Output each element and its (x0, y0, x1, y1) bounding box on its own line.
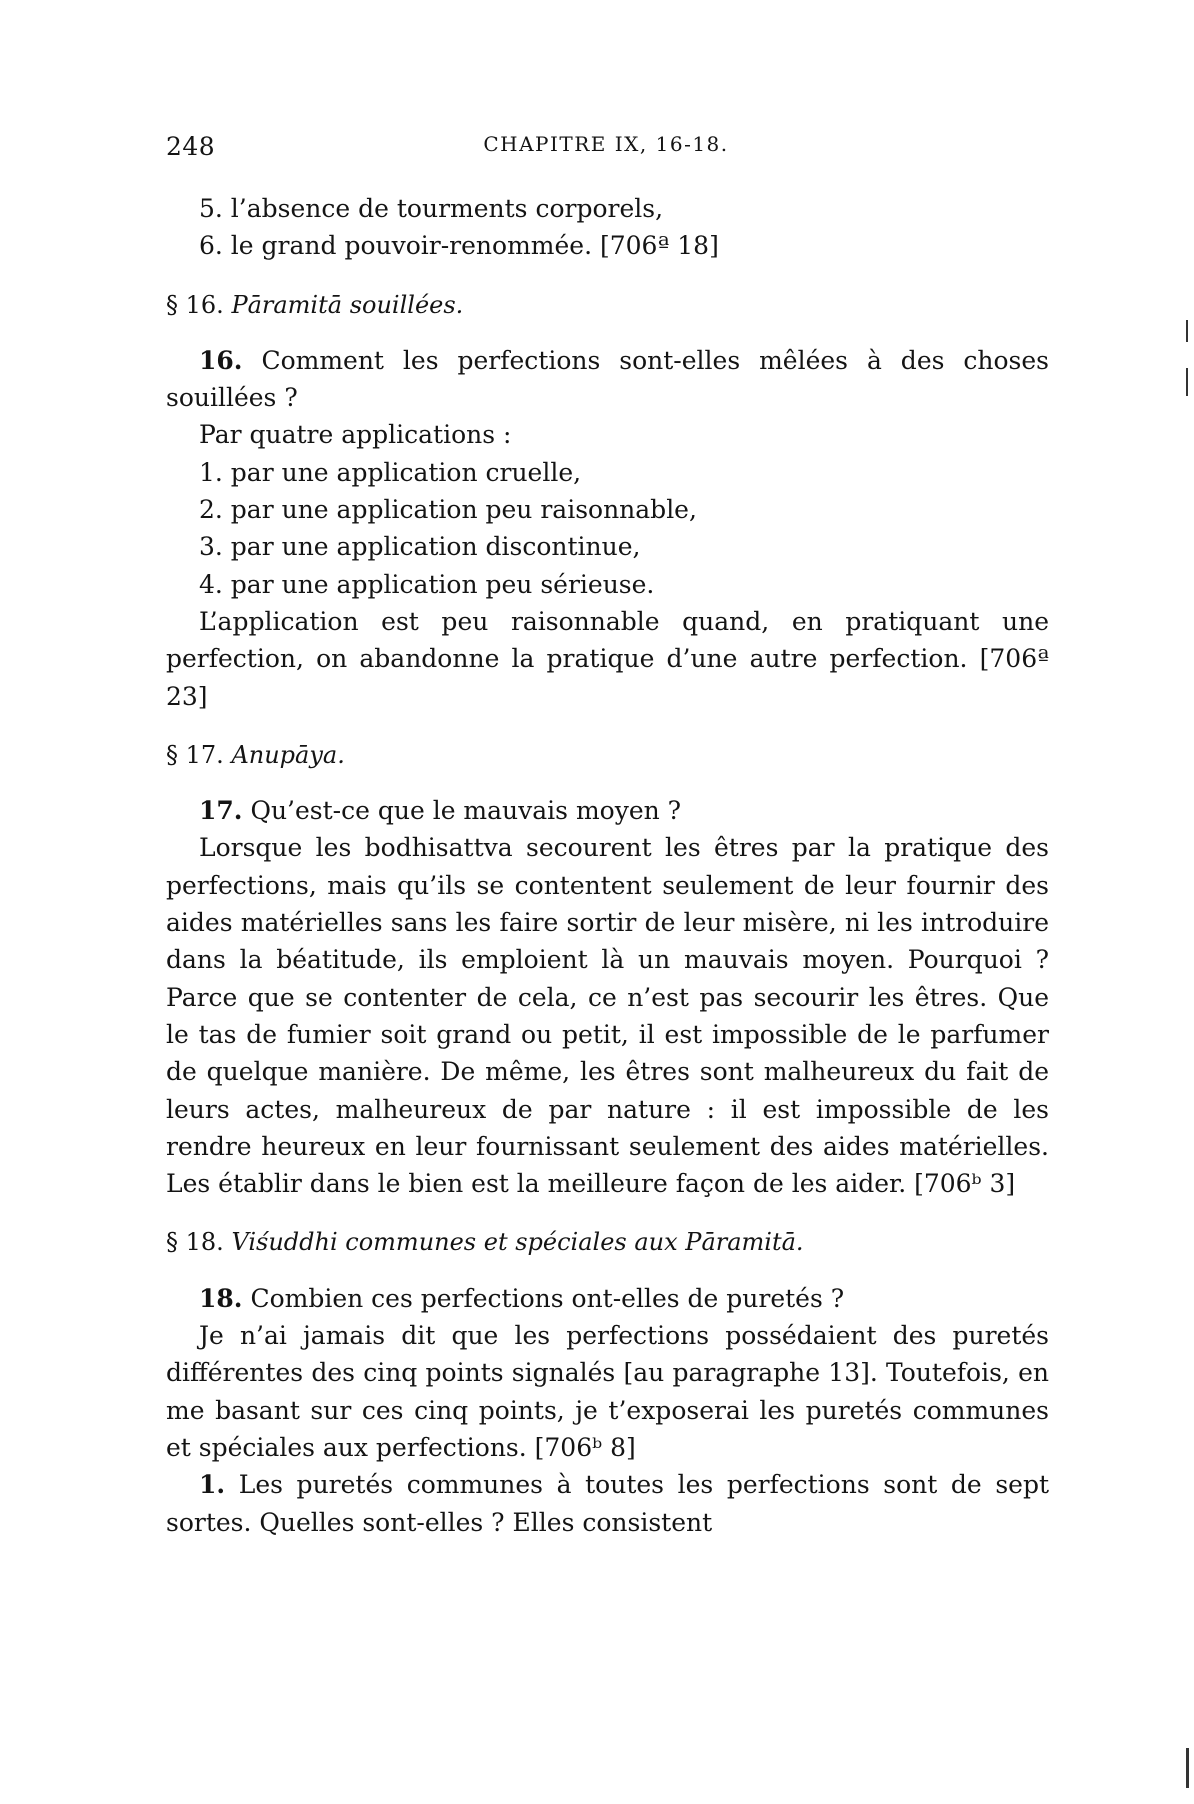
scan-margin-mark (1186, 320, 1188, 342)
item-number: 1. (199, 1470, 226, 1500)
list-item: 6. le grand pouvoir-renommée. [706ª 18] (199, 231, 719, 261)
question-16 (166, 342, 1049, 417)
question-number: 16. (199, 345, 243, 375)
item-text: Les puretés communes à toutes les perfections sont de sept sortes. Quelles sont-elles ? Elles consistent (166, 1470, 1049, 1537)
section-number: § 18. (166, 1228, 224, 1257)
page-header (166, 132, 1046, 168)
lead-line: Par quatre applications : (199, 420, 512, 450)
list-item: 1. par une application cruelle, (199, 457, 582, 487)
question-number: 18. (199, 1283, 243, 1313)
paragraph: Lorsque les bodhisattva secourent les êtres par la pratique des perfections, mais qu’ils se contentent seulement de leur fournir des aides matérielles sans les faire sortir de leur misère, ni les introduire dans la béatitude, ils emploient là un mauvais moyen. Pourquoi ? Parce que se contenter de cela, ce n’est pas secourir les êtres. Que le tas de fumier soit grand ou petit, il est impossible de le parfumer de quelque manière. De même, les êtres sont malheureux du fait de leurs actes, malheureux de par nature : il est impossible de les rendre heureux en leur fournissant seulement des aides matérielles. Les établir dans le bien est la meilleure façon de les aider. [706ᵇ 3] (166, 833, 1049, 1199)
question-18 (166, 1280, 1049, 1317)
page-number: 248 (166, 132, 216, 161)
section-heading-18 (166, 1224, 1049, 1261)
question-text: Comment les perfections sont-elles mêlées à des choses souillées ? (166, 345, 1049, 413)
list-item: 2. par une application peu raisonnable, (199, 495, 697, 525)
section-heading-16 (166, 287, 1049, 324)
section-number: § 17. (166, 740, 224, 769)
body-text (166, 190, 1049, 1541)
section-title: Pāramitā souillées. (231, 290, 464, 319)
question-number: 17. (199, 796, 243, 826)
question-text: Combien ces perfections ont-elles de puretés ? (242, 1283, 845, 1313)
section-title: Anupāya. (231, 740, 345, 769)
section-number: § 16. (166, 290, 224, 319)
scan-margin-mark (1186, 368, 1188, 396)
question-17 (166, 792, 1049, 829)
list-item: 4. par une application peu sérieuse. (199, 569, 655, 599)
paragraph-numbered (166, 1466, 1049, 1541)
paragraph: Je n’ai jamais dit que les perfections possédaient des puretés différentes des cinq points signalés [au paragraphe 13]. Toutefois, en me basant sur ces cinq points, je t’exposerai les puretés communes et spéciales aux perfections. [706ᵇ 8] (166, 1321, 1049, 1462)
list-item: 5. l’absence de tourments corporels, (199, 194, 664, 223)
section-title: Viśuddhi communes et spéciales aux Pāramitā. (231, 1228, 804, 1257)
question-text: Qu’est-ce que le mauvais moyen ? (242, 796, 682, 826)
paragraph: L’application est peu raisonnable quand, en pratiquant une perfection, on abandonne la pratique d’une autre perfection. [706ª 23] (166, 606, 1049, 711)
list-item: 3. par une application discontinue, (199, 532, 641, 562)
running-title: CHAPITRE IX, 16-18. (483, 132, 729, 156)
section-heading-17 (166, 737, 1049, 774)
scan-margin-mark (1186, 1748, 1189, 1788)
